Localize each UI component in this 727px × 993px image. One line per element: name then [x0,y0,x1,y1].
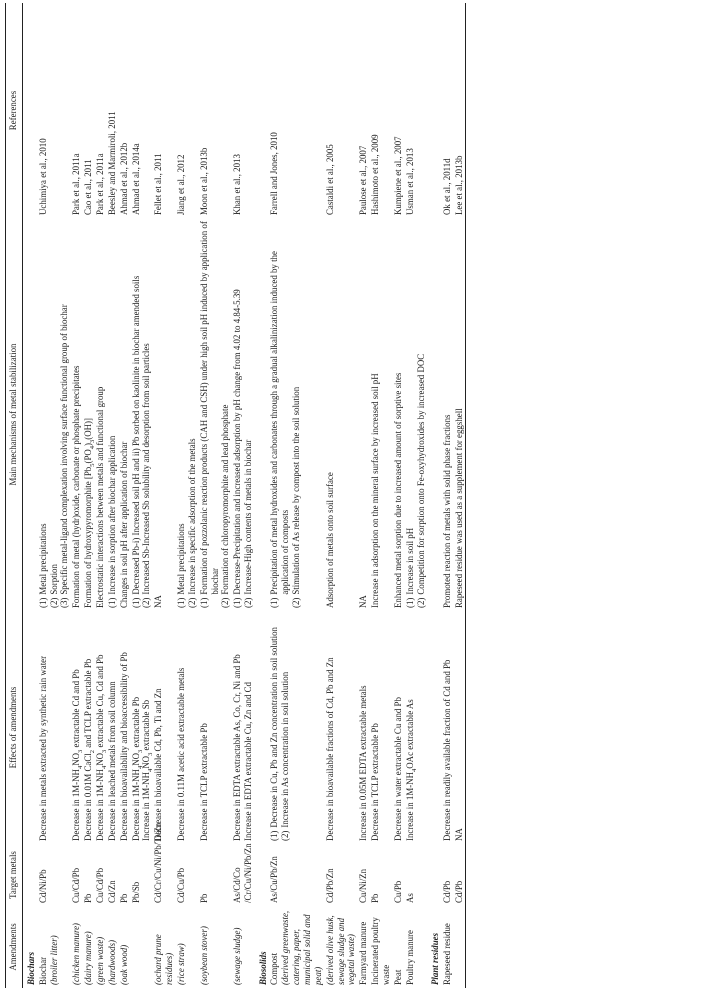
cell-mechanisms [130,218,153,611]
mechanism-item [405,221,416,608]
effect-line: Increase in EDTA extractable Cu, Zn and Cd [243,682,254,841]
cell-target-metals: Pb [118,893,129,903]
header-effects: Effects of amendments [6,611,23,844]
reference: Uchimiya et al., 2010 [37,138,48,215]
mechanism-text: NA [153,595,164,608]
effect-line: Decrease in $1M-NH_4NO_3$ extractable Pb [130,696,144,841]
mechanism-text: Formation of metal (hydr)oxide, carbonate or phosphate precipitates [71,365,82,608]
cell-references [153,3,176,218]
mechanism-number: (1) [404,597,415,608]
reference: Farrell and Jones, 2010 [269,132,280,215]
mechanism-item [119,221,130,608]
cell-references [37,3,71,218]
mechanism-number: (1) [106,597,117,608]
mechanism-item [454,221,465,608]
cell-effects [95,611,107,844]
cell-references [83,3,95,218]
mechanism-item [291,221,302,608]
cell-effects [153,611,176,844]
cell-target-metals: As/Cd/Co /Cr/Cu/Ni/Pb/Zn [232,843,254,903]
mechanism-text: Increased Sb-Increased Sb solubility and desorption from soil particles [141,343,152,595]
cell-target-metals: Pb/Sb [130,881,141,903]
cell-target-metals: Cu/Pb [392,880,403,903]
mechanism-item [243,221,254,608]
mechanism-text: Formation of pozzolanic reaction products (CAH and CSH) under high soil pH induced by application of biochar [198,221,220,595]
reference: Jiang et al., 2012 [176,154,187,215]
effect-line: Decrease in $1M-NH_4NO_3$ extractable Cu, Cd and Pb [95,654,108,841]
mechanism-number: (2) [141,597,152,608]
amendment-source: (ochard prune residues) [153,934,175,985]
cell-effects [37,611,71,844]
reference: Ahmad et al., 2014a [130,143,141,215]
cell-amendment [269,906,324,988]
cell-references [106,3,118,218]
mechanism-item [416,221,427,608]
table-row [358,3,370,988]
header-target-metals: Target metals [6,844,23,906]
amendment-source: (green waste) [95,936,106,985]
cell-effects [198,611,232,844]
mechanism-item [393,221,404,608]
effect-line: Decrease in bioavailable Cd, Pb, Ti and Zn [153,688,164,841]
cell-effects [324,611,358,844]
cell-amendment [441,906,453,988]
cell-mechanisms [95,218,107,611]
effect-line: Decrease in metals extracted by synthetic rain water [37,655,48,841]
mechanism-item [370,221,381,608]
cell-target-metals: Pb [370,893,381,903]
mechanism-number: (2) [220,597,231,608]
cell-amendment [95,906,107,988]
table-row [392,3,404,988]
mechanism-text: Competition for sorption onto Fe-oxyhydroxides by increased DOC [415,353,426,595]
cell-mechanisms [441,218,453,611]
mechanism-text: Promoted reaction of metals with solid phase fractions [441,414,452,608]
cell-amendment [453,906,465,988]
amendment-source: (oak wood) [118,944,129,985]
table-header [6,3,23,988]
cell-target-metals: Cd/Cu/Pb [176,867,187,903]
header-references: References [6,3,23,218]
table-row [269,3,324,988]
amendment-name: Rapeseed residue [441,923,452,985]
effect-number: (1) [269,830,280,841]
reference: Usman et al., 2013 [404,148,415,215]
reference: Ok et al., 2011d [441,158,452,215]
cell-effects [106,611,118,844]
cell-amendment [232,906,255,988]
effect-item [280,614,291,841]
effect-line: Decrease in TCLP extractable Pb [370,723,381,841]
cell-references [95,3,107,218]
effect-line: Increase in 0.05M EDTA extractable metals [358,685,369,841]
cell-mechanisms [118,218,130,611]
mechanism-number: (3) [59,597,70,608]
cell-mechanisms [324,218,358,611]
cell-effects [392,611,404,844]
cell-target-metals: Cu/Ni/Zn [358,868,369,903]
mechanism-item [220,221,231,608]
cell-mechanisms [404,218,427,611]
table-row [232,3,255,988]
table-row [106,3,118,988]
section-row [22,3,37,988]
mechanism-item [358,221,369,608]
mechanism-number: (1) [130,597,141,608]
reference: Fellet et al., 2011 [153,153,164,215]
reference: Castaldi et al., 2005 [324,144,335,215]
cell-references [453,3,465,218]
amendment-name: Poultry manure [404,930,415,985]
mechanism-item [442,221,453,608]
table-row [324,3,358,988]
cell-effects [130,611,153,844]
mechanism-item [141,221,152,608]
cell-effects [118,611,130,844]
cell-mechanisms [269,218,324,611]
cell-amendment [130,906,153,988]
cell-target-metals: As [404,893,415,903]
cell-mechanisms [358,218,370,611]
amendment-source: (chicken manure) [71,922,82,985]
section-row [427,3,441,988]
amendment-source: (broiler litter) [48,935,59,985]
effect-line: Decrease in TCLP extractable Pb [198,723,209,841]
mechanism-item [187,221,198,608]
reference: Paulose et al., 2007 [358,145,369,215]
reference: Ahmad et al., 2012b [118,142,129,215]
cell-mechanisms [453,218,465,611]
table-row [130,3,153,988]
cell-effects [176,611,199,844]
effect-line: NA [453,828,464,841]
cell-amendment [83,906,95,988]
table-body [22,3,465,988]
reference: Cao et al., 2011 [83,159,94,215]
mechanism-text: Increase-High contents of metals in biochar [243,439,254,595]
amendment-source: (dairy manure) [83,931,94,985]
cell-target-metals: Cu/Cd/Pb [71,867,82,903]
cell-effects [71,611,83,844]
cell-references [324,3,358,218]
cell-mechanisms [370,218,393,611]
cell-amendment [71,906,83,988]
table-row [176,3,199,988]
amendment-source: (soybean stover) [198,926,209,985]
amendment-source: (rice straw) [176,943,187,985]
reference: Kumpiene et al., 2007 [392,136,403,215]
mechanism-item [49,221,60,608]
table-row [118,3,130,988]
amendment-name: Peat [392,969,403,985]
amendment-source: (derived olive husk, sewage sludge and vegetal waste) [324,915,357,985]
mechanism-text: Adsorption of metals onto soil surface [324,472,335,608]
cell-target-metals: Pb [83,893,94,903]
cell-mechanisms [71,218,83,611]
cell-target-metals: Cd/Zn [106,880,117,903]
mechanism-text: Increase in adsorption on the mineral surface by increased soil pH [370,373,381,608]
mechanism-number: (2) [186,597,197,608]
mechanism-number: (2) [291,597,302,608]
effect-line: Decrease in leached metals from soil column [106,681,117,841]
mechanism-item [95,221,106,608]
cell-references [176,3,199,218]
reference: Park et al., 2011a [71,153,82,215]
cell-effects [370,611,393,844]
mechanism-item [153,221,164,608]
table-row [370,3,393,988]
table-row [441,3,453,988]
mechanism-number: (2) [48,597,59,608]
section-title: Biosolids [257,951,268,985]
cell-amendment [358,906,370,988]
amendment-name: Farmyard manure [358,921,369,985]
effect-line: Decrease in bioavailable fractions of Cd, Pb and Zn [324,657,335,841]
reference: Beesley and Marmiroli, 2011 [106,111,117,215]
effect-line: Decrease in bioavailability and bioaccessibility of Pb [118,652,129,841]
mechanism-text: Increase in specific adsorption of the metals [186,438,197,595]
header-row [6,3,23,988]
mechanism-text: Metal precipitations [176,523,187,595]
cell-mechanisms [37,218,71,611]
table-row [453,3,465,988]
table-row [83,3,95,988]
mechanism-text: Metal precipitations [37,523,48,595]
header-amendments: Amendments [6,906,23,988]
cell-target-metals: Cd/Pb [453,844,465,906]
cell-amendment [404,906,427,988]
mechanism-text: Increase in soil pH [404,527,415,595]
section-title: Biochars [25,951,36,985]
mechanism-text: Decreased Pb-i) Increased soil pH and ii) Pb sorbed on kaolinite in biochar amended soils [130,275,141,595]
cell-mechanisms [176,218,199,611]
mechanism-item [71,221,82,608]
mechanism-text: Changes in soil pH after application of biochar [118,441,129,608]
amendment-source: (sewage sludge) [232,927,243,985]
cell-amendment [370,906,393,988]
amendment-name: Compost [269,952,280,985]
mechanism-text: Decrease-Precipitation and increased adsorption by pH change from 4.02 to 4.84-5.39 [232,289,243,595]
table-row [71,3,83,988]
cell-mechanisms [83,218,95,611]
cell-target-metals: Cd/Pb [441,880,452,903]
mechanism-text: Electrostatic interactions between metals and functional group [95,386,106,608]
mechanism-item [131,221,142,608]
mechanism-text: Sorption [48,564,59,595]
cell-target-metals: Pb [198,893,209,903]
cell-amendment [37,906,71,988]
section-title: Plant residues [429,932,440,985]
mechanism-text: Formation of chloropyromorphite and lead phosphate [220,404,231,595]
mechanism-number: (2) [243,597,254,608]
table-row [37,3,71,988]
effect-text: Decrease in Cu, Pb and Zn concentration in soil solution [269,627,280,828]
mechanism-text: Rapeseed residue was used as a supplement for eggshell [453,408,464,608]
amendments-table [5,3,466,988]
effect-line: Decrease in water extractable Cu and Pb [392,697,403,841]
amendment-name: Incinerated poultry waste [370,917,391,985]
cell-effects [453,611,465,844]
cell-mechanisms [392,218,404,611]
table-row [153,3,176,988]
cell-effects [441,611,453,844]
effect-text: Increase in As concentration in soil solution [280,671,291,828]
effect-line: Decrease in 0.01M CaCl$_2$ and TCLP extractable Pb [83,658,96,841]
cell-effects [358,611,370,844]
mechanism-text: Stimulation of As release by compost into the soil solution [291,386,302,595]
mechanism-item [232,221,243,608]
mechanism-item [176,221,187,608]
amendment-name: Biochar [37,956,48,985]
cell-amendment [176,906,199,988]
reference: Park et al., 2011a [95,153,106,215]
cell-mechanisms [198,218,232,611]
cell-references [404,3,427,218]
mechanism-text: Increase in sorption after biochar application [106,435,117,595]
cell-references [71,3,83,218]
mechanism-number: (1) [198,597,209,608]
mechanism-item [269,221,291,608]
reference: Hashimoto et al., 2009 [370,134,381,215]
mechanism-text: Formation of hydroxypyromorphite $[Pb_5(PO_4)_3(OH)]$ [83,418,96,608]
cell-amendment [153,906,176,988]
cell-effects [83,611,95,844]
mechanism-number: (1) [269,597,280,608]
cell-references [130,3,153,218]
cell-target-metals: Cd/Cr/Cu/Ni/Pb/Ti/Zn [153,822,164,903]
amendment-source: (derived greenwaste, catering, paper, municipal solid and peat) [280,910,323,985]
mechanism-item [325,221,336,608]
cell-amendment [106,906,118,988]
cell-references [198,3,232,218]
header-mechanisms: Main mechanisms of metal stabilization [6,218,23,611]
effect-item [269,614,280,841]
section-row [255,3,269,988]
reference: Khan et al., 2013 [232,154,243,215]
effect-line: Decrease in $1M-NH_4NO_3$ extractable Cd and Pb [71,669,85,841]
cell-effects [232,611,255,844]
mechanism-item [59,221,70,608]
cell-references [118,3,130,218]
cell-effects [404,611,427,844]
cell-amendment [198,906,232,988]
cell-mechanisms [232,218,255,611]
amendment-source: (hardwoods) [106,939,117,985]
reference: Lee et al., 2013b [453,155,464,215]
effect-line: Increase in $1M-NH_4NO_3$ extractable Sb [141,699,155,841]
rotated-table-container [5,3,720,988]
cell-mechanisms [106,218,118,611]
cell-target-metals: Cd/Pb/Zn [324,868,335,903]
cell-references [232,3,255,218]
mechanism-text: NA [358,595,369,608]
cell-amendment [118,906,130,988]
cell-references [441,3,453,218]
cell-mechanisms [153,218,176,611]
cell-amendment [392,906,404,988]
table-row [95,3,107,988]
cell-references [269,3,324,218]
effect-line: Decrease in readily available fraction of Cd and Pb [441,659,452,841]
mechanism-text: Enhanced metal sorption due to increased amount of sorptive sites [392,372,403,608]
mechanism-number: (1) [176,597,187,608]
cell-references [392,3,404,218]
cell-effects [269,611,324,844]
mechanism-item [199,221,221,608]
mechanism-number: (1) [232,597,243,608]
cell-target-metals: As/Cu/Pb/Zn [269,856,280,903]
mechanism-number: (1) [37,597,48,608]
mechanism-item [83,221,94,608]
effect-line: Decrease in 0.11M acetic acid extractable metals [176,667,187,841]
mechanism-text: Specific metal-ligand complexation involving surface functional group of biochar [59,304,70,595]
cell-amendment [324,906,358,988]
cell-target-metals: Cd/Ni/Pb [37,869,48,903]
mechanism-item [107,221,118,608]
mechanism-number: (2) [415,597,426,608]
cell-references [358,3,370,218]
table-row [198,3,232,988]
effect-number: (2) [280,830,291,841]
table-row [404,3,427,988]
mechanism-text: Precipitation of metal hydroxides and carbonates through a gradual alkalinization induced by the application of composts [269,251,291,595]
effect-line: Decrease in EDTA extractable As, Co, Cr, Ni and Pb [232,654,243,841]
cell-references [370,3,393,218]
cell-target-metals: Cu/Cd/Pb [95,867,106,903]
effect-line: Increase in $1M-NH_4OAc$ extractable As [404,699,418,841]
reference: Moon et al., 2013b [198,147,209,215]
mechanism-item [38,221,49,608]
